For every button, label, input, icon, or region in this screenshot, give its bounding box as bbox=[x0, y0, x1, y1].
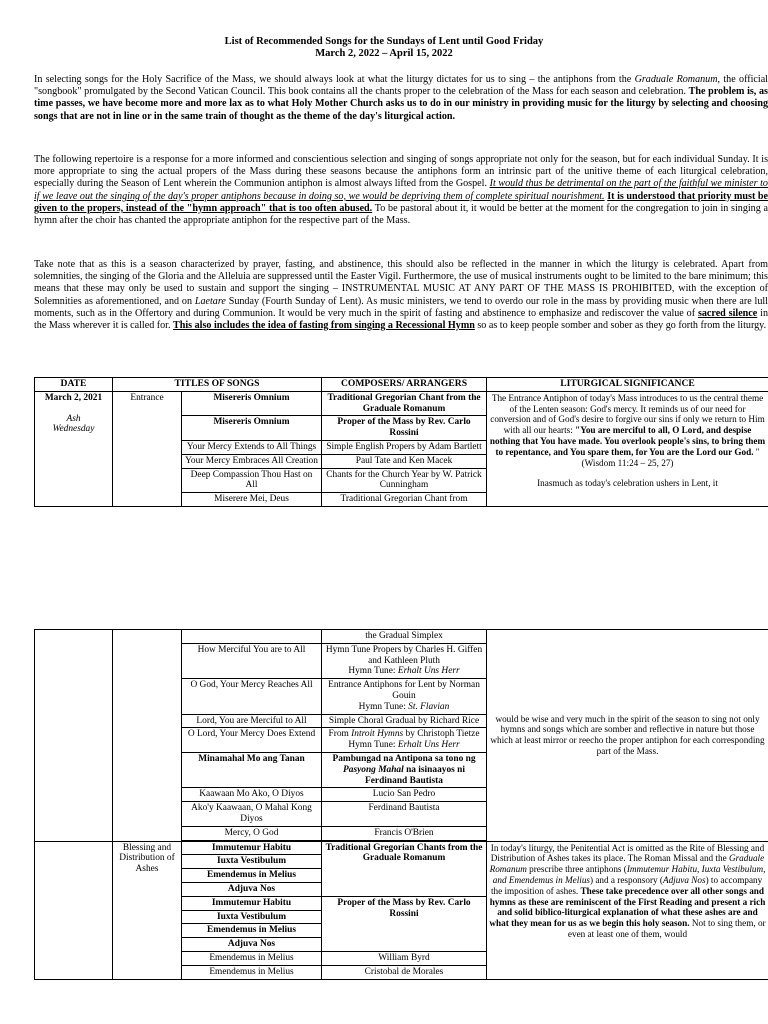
song-title: Immutemur Habitu bbox=[182, 841, 322, 855]
text: The Entrance Antiphon of today's Mass introduces to us the central theme of the Lenten season: God's mercy. It reminds us of our need for conversion and of God's desire to forgive our sins if only we return to Him with all our hearts: bbox=[490, 392, 765, 436]
text: Hymn Tune: bbox=[358, 701, 409, 712]
date-cell-empty bbox=[35, 630, 113, 842]
text: Entrance Antiphons for Lent by Norman Gouin bbox=[328, 680, 480, 701]
text: Hymn Tune: bbox=[348, 740, 398, 751]
song-composer: Proper of the Mass by Rev. Carlo Rossini bbox=[322, 896, 487, 951]
song-composer: Proper of the Mass by Rev. Carlo Rossini bbox=[322, 416, 487, 441]
text: so as to keep people somber and sober as they go forth from the liturgy. bbox=[474, 320, 767, 332]
song-composer: Chants for the Church Year by W. Patrick Cunningham bbox=[322, 468, 487, 493]
text: Not to sing them, or even at least one of them, would bbox=[567, 918, 766, 939]
document-title bbox=[0, 36, 768, 60]
part-cell-empty bbox=[113, 630, 182, 842]
song-title: Emendemus in Melius bbox=[182, 965, 322, 979]
song-title: Immutemur Habitu bbox=[182, 896, 322, 910]
date-range: March 2, 2022 – April 15, 2022 bbox=[315, 48, 453, 59]
text: In selecting songs for the Holy Sacrifice of the Mass, we should always look at what the liturgy dictates for us to sing – the antiphons from the bbox=[34, 74, 635, 85]
song-title: O God, Your Mercy Reaches All bbox=[182, 679, 322, 714]
paragraph-intro bbox=[34, 74, 768, 123]
table-header-row bbox=[35, 378, 768, 392]
songs-table-part-1 bbox=[34, 377, 768, 507]
song-title: Iuxta Vestibulum bbox=[182, 910, 322, 924]
song-composer: Ferdinand Bautista bbox=[322, 802, 487, 827]
song-title: Adjuva Nos bbox=[182, 938, 322, 952]
text-bold: These take precedence over all other songs and hymns as these are reminiscent of the First Reading and present a rich and solid biblico-liturgical explanation of what these ashes are and what they mean for us as we begin this holy season. bbox=[489, 885, 766, 929]
text-bold: The problem is, as time passes, we have become more and more lax as to what Holy Mother Church asks us to do in our ministry in providing music for the liturgy by selecting and choosing songs that are not in line or in the same train of thought as the theme of the day's liturgical action. bbox=[34, 86, 768, 122]
song-title: Iuxta Vestibulum bbox=[182, 855, 322, 869]
text: Pambungad na Antipona sa tono ng bbox=[332, 753, 476, 764]
header-titles: TITLES OF SONGS bbox=[113, 378, 322, 392]
text: in the Mass wherever it is called for. bbox=[34, 307, 768, 332]
song-composer: Simple Choral Gradual by Richard Rice bbox=[322, 714, 487, 728]
song-title: Your Mercy Embraces All Creation bbox=[182, 454, 322, 468]
song-composer: Paul Tate and Ken Macek bbox=[322, 454, 487, 468]
song-composer: William Byrd bbox=[322, 951, 487, 965]
text: From bbox=[328, 729, 352, 740]
text-italic: Pasyong Mahal bbox=[343, 764, 404, 775]
text-italic: Introit Hymns bbox=[351, 729, 404, 740]
text: Inasmuch as today's celebration ushers in Lent, it bbox=[537, 478, 718, 489]
text-bold-underline: sacred silence bbox=[697, 307, 758, 319]
text: Hymn Tune Propers by Charles H. Giffen and Kathleen Pluth bbox=[325, 644, 483, 666]
song-composer bbox=[322, 679, 487, 714]
text: prescribe three antiphons ( bbox=[526, 864, 627, 875]
song-title: O Lord, Your Mercy Does Extend bbox=[182, 728, 322, 753]
text: na isinaayos ni Ferdinand Bautista bbox=[365, 764, 465, 786]
part-cell: Entrance bbox=[113, 391, 182, 506]
header-date: DATE bbox=[35, 378, 113, 392]
title-line: List of Recommended Songs for the Sundays of Lent until Good Friday bbox=[224, 36, 544, 47]
song-composer bbox=[322, 643, 487, 678]
text-italic: Immutemur Habitu, Iuxta Vestibulum, and Emendemus in Melius bbox=[492, 864, 766, 885]
song-composer: Traditional Gregorian Chant from the Graduale Romanum bbox=[322, 391, 487, 416]
hymn-tune: St. Flavian bbox=[408, 701, 450, 712]
song-title: Emendemus in Melius bbox=[182, 951, 322, 965]
text: Hymn Tune: bbox=[348, 666, 398, 677]
song-composer bbox=[322, 728, 487, 753]
hymn-tune: Erhalt Uns Herr bbox=[397, 666, 460, 677]
significance-cell bbox=[487, 841, 768, 979]
day-text: Ash Wednesday bbox=[52, 413, 95, 435]
text: Sunday (Fourth Sunday of Lent). As music ministers, we tend to overdo our role in the mass by providing music when there are lull moments, such as in the Offertory and during Communion. It would be very much in the spirit of fasting and abstinence to emphasize and rediscover the value of bbox=[34, 295, 768, 319]
song-composer: Francis O'Brien bbox=[322, 826, 487, 840]
text-bold-underline: This also includes the idea of fasting from singing a Recessional Hymn bbox=[173, 320, 475, 332]
song-composer bbox=[322, 752, 487, 787]
part-cell: Blessing and Distribution of Ashes bbox=[113, 841, 182, 979]
text: The following repertoire is a response for a more informed and conscientious selection and singing of songs appropriate not only for the season, but for each individual Sunday. It is more appropriate to sing the actual propers of the Mass during these seasons because the antiphons form an intrinsic part of the unitive theme of each liturgical celebration, especially during the Season of Lent wherein the Communion antiphon is almost always lifted from the Gospel. bbox=[34, 154, 768, 190]
text-italic-underline: It would thus be detrimental on the part of the faithful we minister to if we leave out the singing of the day's proper antiphons because in doing so, we would be depriving them of complete spiritual nourishment. bbox=[34, 178, 768, 202]
song-title: Emendemus in Melius bbox=[182, 869, 322, 883]
date-text: March 2, 2021 bbox=[44, 392, 103, 403]
song-title: Ako'y Kaawaan, O Mahal Kong Diyos bbox=[182, 802, 322, 827]
text-italic: Laetare bbox=[194, 295, 226, 307]
songs-table-part-2 bbox=[34, 629, 768, 980]
text-bold-underline: It is understood that priority must be given to the propers, instead of the "hymn approach" that is too often abused. bbox=[34, 190, 768, 214]
text: , the official "songbook" promulgated by the Second Vatican Council. This book contains all the chants proper to the celebration of the Mass for each season and celebration. bbox=[34, 74, 768, 98]
significance-cell bbox=[487, 391, 768, 506]
song-title: Deep Compassion Thou Hast on All bbox=[182, 468, 322, 493]
song-title: Adjuva Nos bbox=[182, 882, 322, 896]
paragraph-repertoire bbox=[34, 154, 768, 227]
text-bold: "You are merciful to all, O Lord, and despise nothing that You have made. You overlook people's sins, to bring them to repentance, and You spare them, for You are the Lord our God. bbox=[489, 425, 766, 457]
song-composer: the Gradual Simplex bbox=[322, 630, 487, 644]
hymn-tune: Erhalt Uns Herr bbox=[397, 740, 460, 751]
song-title: Kaawaan Mo Ako, O Diyos bbox=[182, 788, 322, 802]
text: ) to accompany the imposition of ashes. bbox=[490, 874, 763, 896]
song-title: Minamahal Mo ang Tanan bbox=[182, 752, 322, 787]
text-italic: Graduale Romanum bbox=[634, 74, 718, 85]
significance-cell: would be wise and very much in the spirit of the season to sing not only hymns and songs which are somber and reflective in nature but those which at least mirror or reecho the proper antiphon for each corresponding part of the Mass. bbox=[487, 630, 768, 842]
song-title: Lord, You are Merciful to All bbox=[182, 714, 322, 728]
song-title: Miserere Mei, Deus bbox=[182, 493, 322, 507]
table-row bbox=[35, 630, 768, 644]
date-cell-empty bbox=[35, 841, 113, 979]
song-title: Misereris Omnium bbox=[182, 416, 322, 441]
header-composers: COMPOSERS/ ARRANGERS bbox=[322, 378, 487, 392]
text-italic: Graduale Romanum bbox=[489, 853, 765, 875]
paragraph-season bbox=[34, 259, 768, 332]
text: To be pastoral about it, it would be better at the moment for the congregation to join in singing a hymn after the choir has chanted the appropriate antiphon for the respective part of the Mass. bbox=[34, 202, 768, 227]
text-italic: Adjuva Nos bbox=[662, 874, 706, 885]
date-cell bbox=[35, 391, 113, 506]
song-composer: Traditional Gregorian Chants from the Graduale Romanum bbox=[322, 841, 487, 896]
song-title: Your Mercy Extends to All Things bbox=[182, 440, 322, 454]
text: Take note that as this is a season characterized by prayer, fasting, and abstinence, this should also be reflected in the manner in which the liturgy is celebrated. Apart from solemnities, the singing of the Gloria and the Alleluia are suppressed until the Easter Vigil. Furthermore, the use of musical instruments ought to be limited to the bare minimum; this means that these may only be used to sustain and support the singing – INSTRUMENTAL MUSIC AT ANY PART OF THE MASS IS PROHIBITED, with the exception of Solemnities as aforementioned, and on bbox=[34, 259, 768, 307]
song-title: How Merciful You are to All bbox=[182, 643, 322, 678]
song-title: Mercy, O God bbox=[182, 826, 322, 840]
song-composer: Simple English Propers by Adam Bartlett bbox=[322, 440, 487, 454]
song-title-empty bbox=[182, 630, 322, 644]
text: ) and a responsory ( bbox=[589, 874, 663, 885]
song-title: Misereris Omnium bbox=[182, 391, 322, 416]
table-row bbox=[35, 841, 768, 855]
text: " (Wisdom 11:24 – 25, 27) bbox=[581, 446, 760, 468]
song-composer: Lucio San Pedro bbox=[322, 788, 487, 802]
text: In today's liturgy, the Penitential Act is omitted as the Rite of Blessing and Distribution of Ashes takes its place. The Roman Missal and the bbox=[490, 842, 765, 864]
song-composer: Traditional Gregorian Chant from bbox=[322, 493, 487, 507]
table-row bbox=[35, 391, 768, 416]
song-composer: Cristobal de Morales bbox=[322, 965, 487, 979]
header-significance: LITURGICAL SIGNIFICANCE bbox=[487, 378, 768, 392]
song-title: Emendemus in Melius bbox=[182, 924, 322, 938]
text: by Christoph Tietze bbox=[403, 729, 480, 740]
